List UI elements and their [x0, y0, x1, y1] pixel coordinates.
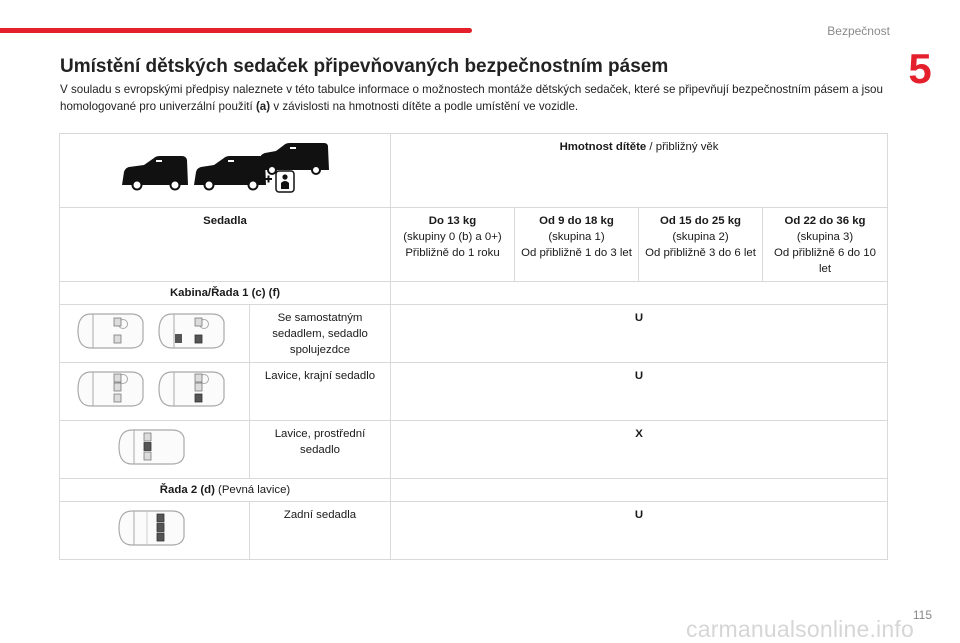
seats-label: Sedadla — [60, 208, 391, 282]
seat-description: Lavice, prostřední sedadlo — [250, 421, 391, 479]
intro-text-end: v závislosti na hmotnosti dítěte a podle umístění ve vozidle. — [270, 100, 579, 113]
group-cell — [515, 208, 639, 282]
group-age: Od přibližně 3 do 6 let — [645, 247, 756, 259]
weight-header-bold: Hmotnost dítěte — [559, 141, 647, 153]
row-section-rest: (Pevná lavice) — [214, 484, 291, 496]
group-name: (skupina 1) — [548, 231, 605, 243]
seat-description: Zadní sedadla — [250, 502, 391, 560]
vehicle-types-icon — [120, 142, 330, 194]
group-weight: Od 9 do 18 kg — [539, 215, 614, 227]
row-section-label: Kabina/Řada 1 (c) (f) — [60, 282, 391, 305]
group-weight: Od 15 do 25 kg — [659, 215, 742, 227]
seat-value: U — [391, 305, 888, 363]
seat-diagram-cell — [60, 421, 250, 479]
car-seat-diagram-icon — [115, 506, 195, 550]
seat-diagram-cell — [60, 363, 250, 421]
row-section-label — [60, 479, 391, 502]
group-age: Od přibližně 1 do 3 let — [521, 247, 632, 259]
car-seat-diagram-icon — [75, 367, 235, 411]
weight-header-rest: / přibližný věk — [646, 141, 719, 153]
watermark: carmanualsonline.info — [686, 616, 914, 642]
empty-cell — [391, 282, 888, 305]
group-weight: Od 22 do 36 kg — [784, 215, 866, 227]
seat-value: U — [391, 502, 888, 560]
group-cell — [763, 208, 888, 282]
group-cell — [391, 208, 515, 282]
seat-description: Lavice, krajní sedadlo — [250, 363, 391, 421]
intro-paragraph — [60, 81, 890, 115]
car-seat-diagram-icon — [115, 425, 195, 469]
empty-cell — [391, 479, 888, 502]
seat-value: X — [391, 421, 888, 479]
group-name: (skupiny 0 (b) a 0+) — [403, 231, 502, 243]
page-title: Umístění dětských sedaček připevňovaných bezpečnostním pásem — [60, 56, 669, 77]
group-name: (skupina 3) — [796, 231, 854, 243]
seat-diagram-cell — [60, 502, 250, 560]
car-seat-diagram-icon — [75, 309, 235, 353]
group-cell — [639, 208, 763, 282]
page-number: 115 — [912, 608, 932, 622]
child-seat-table — [59, 133, 888, 560]
intro-text-start: V souladu s evropskými předpisy naleznete v této tabulce informace o možnostech montáže dětských sedaček, které se připevňují bezpečnostním pásem a jsou homologované pro univerzální použití — [60, 83, 883, 113]
seat-description: Se samostatným sedadlem, sedadlo spolujezdce — [250, 305, 391, 363]
intro-reference: (a) — [255, 100, 271, 113]
vehicle-icons-cell — [60, 134, 391, 208]
group-name: (skupina 2) — [672, 231, 729, 243]
weight-header-cell — [391, 134, 888, 208]
group-weight: Do 13 kg — [428, 215, 477, 227]
seat-diagram-cell — [60, 305, 250, 363]
section-name: Bezpečnost — [827, 24, 890, 38]
row-section-bold: Řada 2 (d) — [159, 484, 215, 496]
chapter-number: 5 — [908, 45, 932, 92]
group-age: Od přibližně 6 do 10 let — [774, 247, 876, 275]
group-age: Přibližně do 1 roku — [405, 247, 500, 259]
seat-value: U — [391, 363, 888, 421]
header-accent-bar — [0, 28, 472, 33]
